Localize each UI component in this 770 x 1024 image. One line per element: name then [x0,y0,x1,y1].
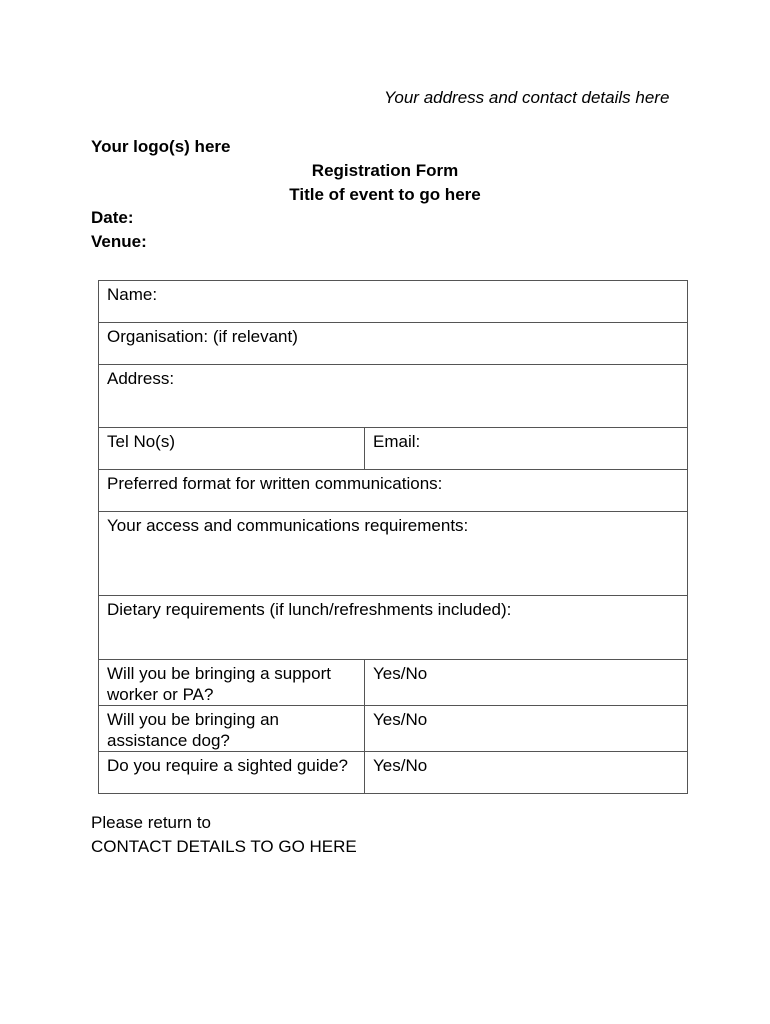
address-label: Address: [107,369,175,388]
access-label: Your access and communications requirements: [107,516,469,535]
name-field[interactable] [99,281,688,323]
format-row [99,470,688,512]
date-label: Date: [91,208,134,227]
organisation-field[interactable] [99,323,688,365]
organisation-row [99,323,688,365]
access-field[interactable] [99,512,688,596]
dietary-field[interactable] [99,596,688,660]
dietary-row [99,596,688,660]
organisation-label: Organisation: (if relevant) [107,327,298,346]
format-label: Preferred format for written communications: [107,474,443,493]
tel-label: Tel No(s) [107,432,176,451]
question-label: Will you be bringing a support worker or PA? [107,664,331,704]
address-placeholder: Your address and contact details here [384,88,670,107]
question-cell [99,706,365,752]
logo-placeholder: Your logo(s) here [91,137,231,156]
contact-row [99,428,688,470]
question-row-support-worker [99,660,688,706]
question-cell [99,660,365,706]
answer-label: Yes/No [373,756,428,775]
return-line: Please return to [91,813,212,832]
answer-field[interactable] [365,752,688,794]
email-label: Email: [373,432,421,451]
question-label: Do you require a sighted guide? [107,756,348,775]
answer-field[interactable] [365,706,688,752]
answer-label: Yes/No [373,664,428,683]
venue-label: Venue: [91,232,147,251]
form-title: Registration Form [311,161,459,180]
registration-table [98,280,688,794]
answer-field[interactable] [365,660,688,706]
dietary-label: Dietary requirements (if lunch/refreshments included): [107,600,512,619]
answer-label: Yes/No [373,710,428,729]
question-row-sighted-guide [99,752,688,794]
address-field[interactable] [99,365,688,428]
return-instructions [91,811,357,859]
access-row [99,512,688,596]
event-title: Title of event to go here [289,185,481,204]
format-field[interactable] [99,470,688,512]
name-label: Name: [107,285,158,304]
question-label: Will you be bringing an assistance dog? [107,710,279,750]
contact-line: CONTACT DETAILS TO GO HERE [91,837,357,856]
question-row-assistance-dog [99,706,688,752]
question-cell [99,752,365,794]
address-row [99,365,688,428]
email-field[interactable] [365,428,688,470]
tel-field[interactable] [99,428,365,470]
name-row [99,281,688,323]
